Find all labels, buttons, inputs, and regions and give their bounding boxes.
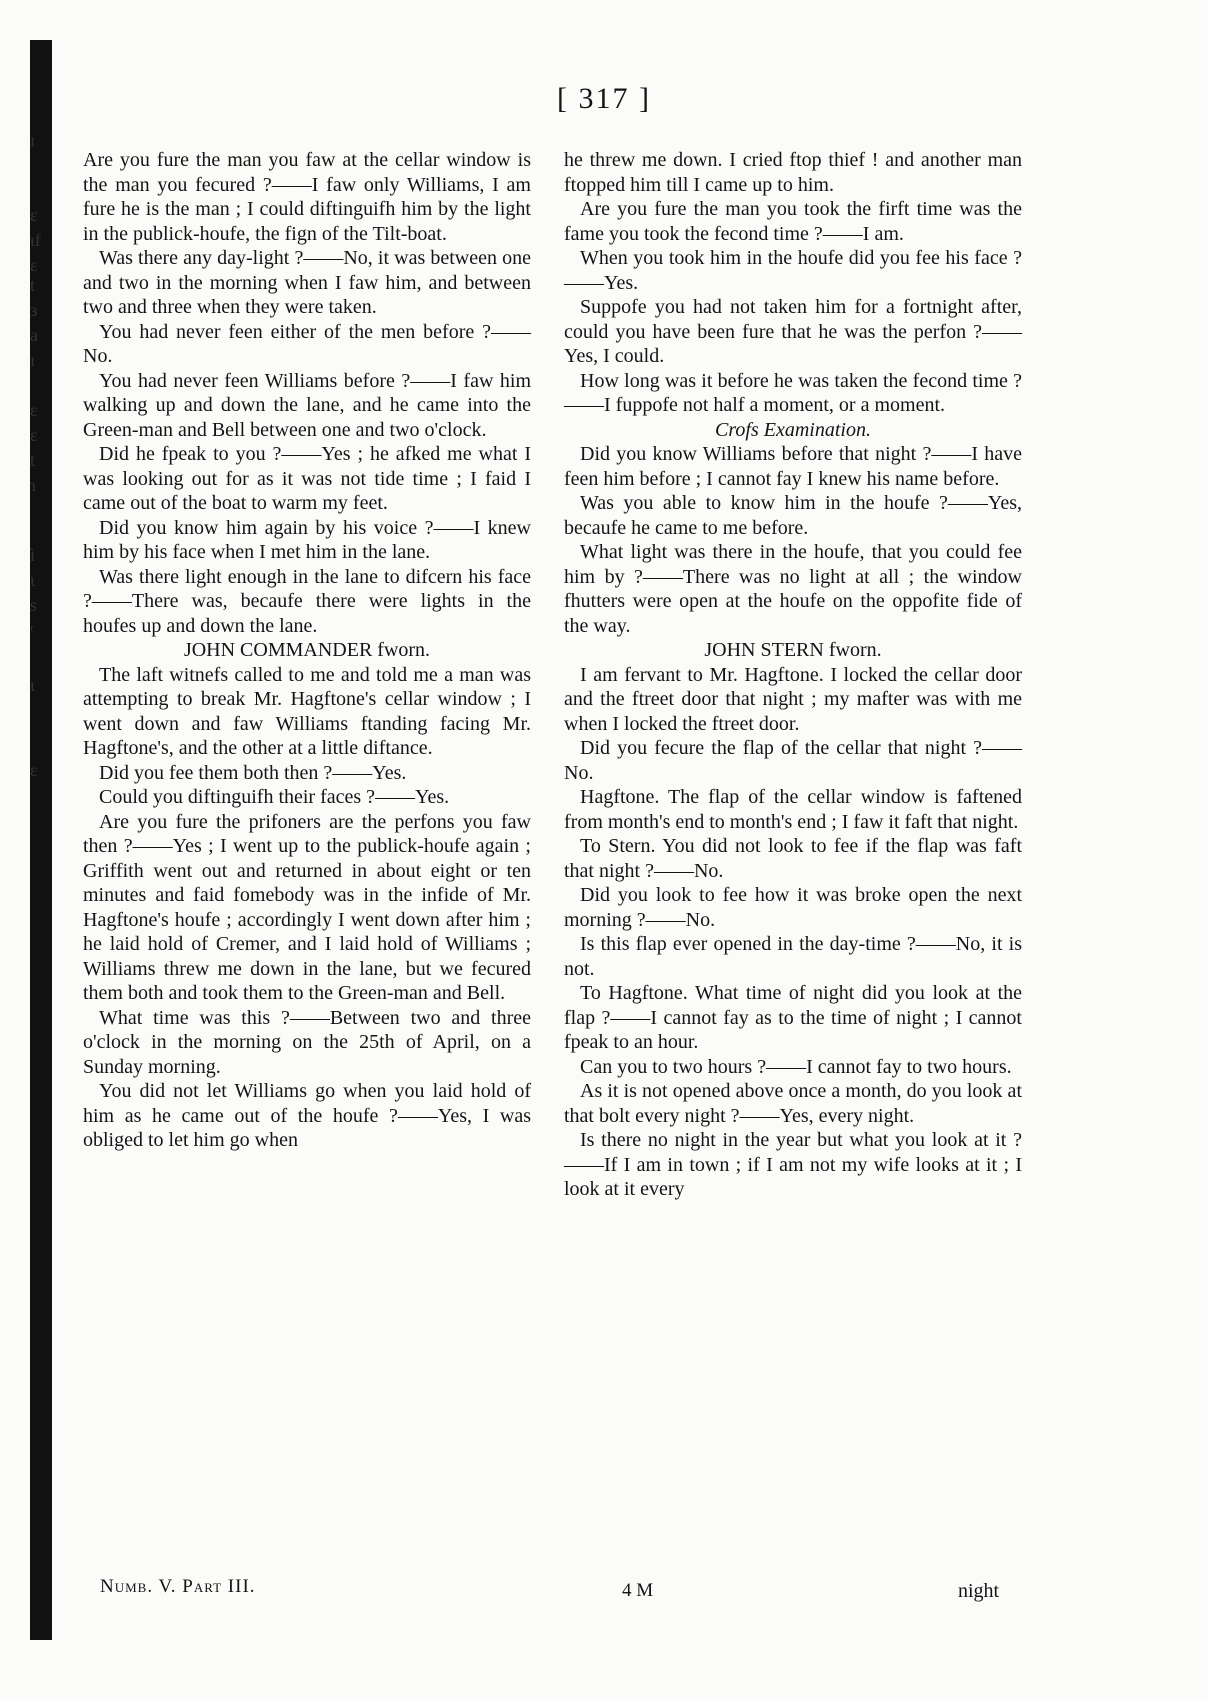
gutter-char: a — [30, 325, 38, 345]
footer-catchword: night — [958, 1580, 1000, 1602]
gutter-char: ɛ — [30, 255, 38, 275]
paragraph: Can you to two hours ?——I cannot fay to two hours. — [580, 1055, 1012, 1078]
gutter-char: ɩ — [30, 570, 35, 590]
paragraph: Suppofe you had not taken him for a fortnight after, could you have been fure that he was the perfon ?——Yes, I could. — [564, 296, 1022, 367]
footer-signature-mark: 4 M — [622, 1580, 654, 1601]
gutter-char: s — [30, 595, 38, 615]
gutter-char: ʳ — [30, 620, 34, 640]
section-heading: JOHN COMMANDER fworn. — [183, 639, 431, 661]
gutter-char: t — [30, 450, 36, 470]
gutter-char: t — [30, 275, 36, 295]
paragraph: When you took him in the houfe did you fee his face ?——Yes. — [564, 247, 1022, 294]
paragraph: Are you fure the man you faw at the cellar window is the man you fecured ?——I faw only Williams, I am fure he is the man ; I could diftinguifh him by the light in the publick-houfe, the fign of the Tilt-boat. — [83, 149, 531, 245]
gutter-char: ɩf — [30, 230, 41, 250]
paragraph: The laft witnefs called to me and told me a man was attempting to break Mr. Hagftone's cellar window ; I went down and faw Williams ftanding facing Mr. Hagftone's, and the other at a little diftance. — [83, 663, 531, 759]
paragraph: You had never feen either of the men before ?——No. — [83, 320, 531, 367]
section-heading: Crofs Examination. — [715, 418, 871, 441]
paragraph: Is this flap ever opened in the day-time ?——No, it is not. — [564, 933, 1022, 980]
paragraph: You had never feen Williams before ?——I faw him walking up and down the lane, and he came into the Green-man and Bell between one and two o'clock. — [83, 369, 531, 441]
gutter-char: ɛ — [30, 205, 38, 225]
gutter-char: ı — [30, 130, 36, 150]
paragraph: To Hagftone. What time of night did you look at the flap ?——I cannot fay as to the time of night ; I cannot fpeak to an hour. — [564, 982, 1022, 1053]
paragraph: Did you look to fee how it was broke open the next morning ?——No. — [564, 884, 1022, 931]
footer-part-label: Numb. V. Part III. — [100, 1576, 256, 1597]
gutter-char: ɜ — [30, 300, 38, 320]
paragraph: Are you fure the prifoners are the perfons you faw then ?——Yes ; I went up to the publick-houfe again ; Griffith went out and returned in about eight or ten minutes and faid fomebody was in the infide of Mr. Hagftone's houfe ; accordingly I went down after him ; he laid hold of Cremer, and I laid hold of Williams ; Williams threw me down in the lane, but we fecured them both and took them to the Green-man and Bell. — [83, 810, 531, 1004]
paragraph: Did he fpeak to you ?——Yes ; he afked me what I was looking out for as it was not tide time ; I faid I came out of the boat to warm my feet. — [83, 443, 531, 514]
right-column — [564, 148, 1022, 1202]
gutter-char: ɿ — [30, 475, 36, 495]
gutter-char: ì — [30, 545, 36, 565]
paragraph: What time was this ?——Between two and three o'clock in the morning on the 25th of April, on a Sunday morning. — [83, 1006, 531, 1078]
paragraph: Could you diftinguifh their faces ?——Yes. — [99, 786, 450, 808]
paragraph: Are you fure the man you took the firft time was the fame you took the fecond time ?——I am. — [564, 198, 1022, 245]
paragraph: Did you fee them both then ?——Yes. — [99, 761, 407, 784]
paragraph: he threw me down. I cried ftop thief ! and another man ftopped him till I came up to him. — [564, 149, 1022, 196]
gutter-char: ɛ — [30, 400, 38, 420]
paragraph: To Stern. You did not look to fee if the flap was faft that night ?——No. — [564, 835, 1022, 882]
paragraph: Is there no night in the year but what you look at it ?——If I am in town ; if I am not my wife looks at it ; I look at it every — [564, 1129, 1022, 1200]
paragraph: You did not let Williams go when you laid hold of him as he came out of the houfe ?——Yes, I was obliged to let him go when — [83, 1080, 531, 1151]
paragraph: Hagftone. The flap of the cellar window is faftened from month's end to month's end ; I faw it faft that night. — [564, 786, 1022, 833]
paragraph: Did you know him again by his voice ?——I knew him by his face when I met him in the lane. — [83, 516, 531, 563]
gutter-char: ı — [30, 350, 36, 370]
paragraph: Was there light enough in the lane to difcern his face ?——There was, becaufe there were lights in the houfes up and down the lane. — [83, 565, 531, 637]
paragraph: What light was there in the houfe, that you could fee him by ?——There was no light at all ; the window fhutters were open at the houfe on the oppofite fide of the way. — [564, 541, 1022, 637]
paragraph: Did you fecure the flap of the cellar that night ?——No. — [564, 737, 1022, 784]
paragraph: Did you know Williams before that night ?——I have feen him before ; I cannot fay I knew his name before. — [564, 443, 1022, 490]
paragraph: As it is not opened above once a month, do you look at that bolt every night ?——Yes, every night. — [564, 1080, 1022, 1127]
section-heading: JOHN STERN fworn. — [704, 639, 882, 661]
paragraph: Was there any day-light ?——No, it was between one and two in the morning when I faw him, and between two and three when they were taken. — [83, 247, 531, 318]
paragraph: Was you able to know him in the houfe ?——Yes, becaufe he came to me before. — [564, 492, 1022, 539]
left-column — [83, 148, 531, 1153]
paragraph: I am fervant to Mr. Hagftone. I locked the cellar door and the ftreet door that night ; my mafter was with me when I locked the ftreet door. — [564, 663, 1022, 735]
paragraph: How long was it before he was taken the fecond time ?——I fuppofe not half a moment, or a moment. — [564, 369, 1022, 416]
gutter-char: ɛ — [30, 425, 38, 445]
gutter-char: ɛ — [30, 760, 38, 780]
page-number: [ 317 ] — [557, 82, 651, 115]
gutter-bleed-through — [0, 0, 60, 1700]
gutter-char: ɩ — [30, 675, 35, 695]
